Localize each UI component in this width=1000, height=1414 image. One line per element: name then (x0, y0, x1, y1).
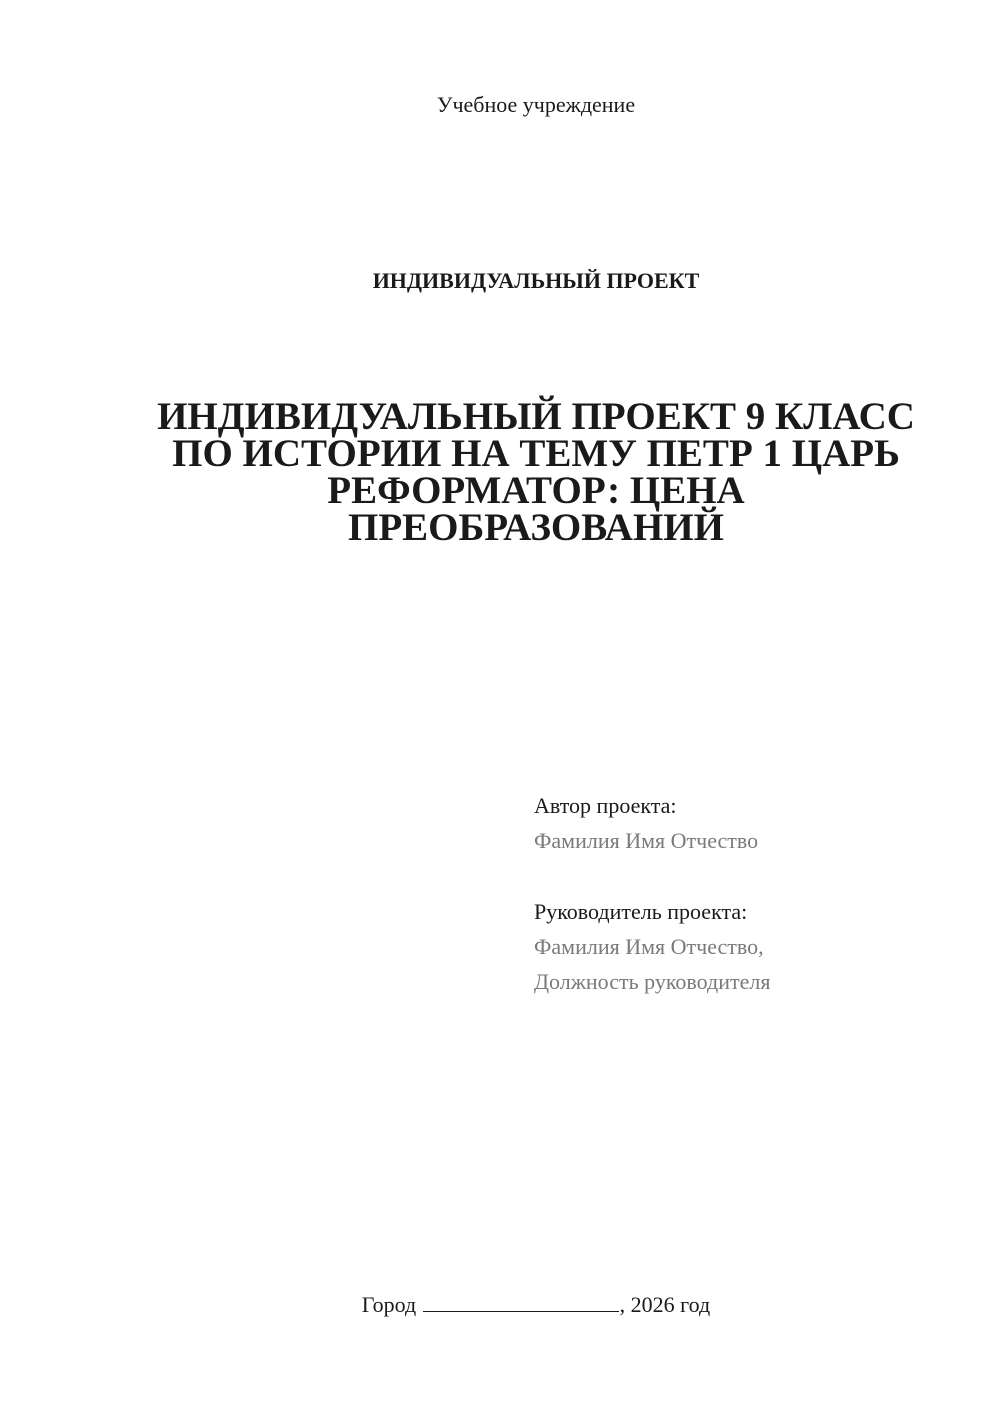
supervisor-name: Фамилия Имя Отчество, (534, 934, 764, 959)
city-label: Город (361, 1292, 417, 1317)
year-text: , 2026 год (619, 1292, 711, 1317)
project-title-line: РЕФОРМАТОР: ЦЕНА (327, 469, 745, 512)
project-title-line: ИНДИВИДУАЛЬНЫЙ ПРОЕКТ 9 КЛАСС (157, 395, 915, 438)
project-title-line: ПО ИСТОРИИ НА ТЕМУ ПЕТР 1 ЦАРЬ (172, 432, 900, 475)
institution-name: Учебное учреждение (436, 92, 636, 117)
supervisor-position: Должность руководителя (534, 969, 771, 994)
document-type: ИНДИВИДУАЛЬНЫЙ ПРОЕКТ (372, 268, 700, 293)
supervisor-label: Руководитель проекта: (534, 899, 748, 924)
project-title-line: ПРЕОБРАЗОВАНИЙ (348, 506, 724, 549)
author-label: Автор проекта: (534, 793, 677, 818)
city-blank-line (423, 1291, 619, 1312)
project-title (150, 395, 922, 549)
author-name: Фамилия Имя Отчество (534, 828, 759, 853)
credits-spacer (534, 858, 974, 894)
city-year-line (0, 1290, 1000, 1320)
credits-block (534, 788, 974, 999)
